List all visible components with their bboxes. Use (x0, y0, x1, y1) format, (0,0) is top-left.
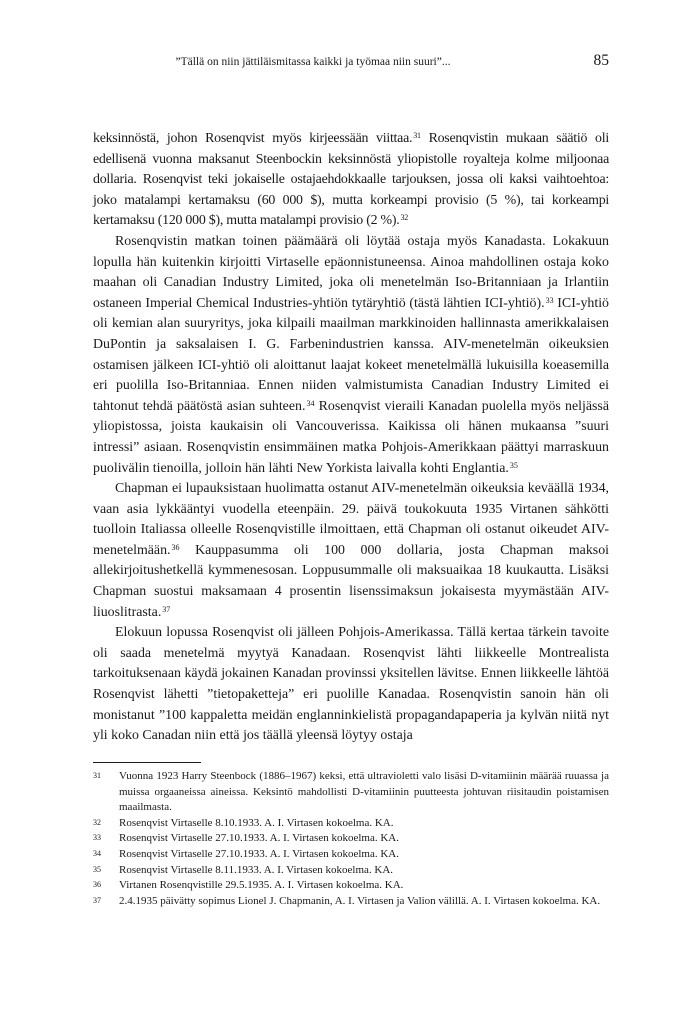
body-text (93, 129, 609, 747)
footnote-number: 31 (93, 771, 101, 780)
page-number: 85 (593, 52, 609, 69)
paragraph-4 (93, 623, 609, 747)
paragraph-1 (93, 129, 609, 232)
footnote-number: 36 (93, 880, 101, 890)
footnote-text: 2.4.1935 päivätty sopimus Lionel J. Chapmanin, A. I. Virtasen ja Valion välillä. A. I. Virtasen kokoelma. KA. (119, 894, 601, 907)
footnote-text: Virtanen Rosenqvistille 29.5.1935. A. I. Virtasen kokoelma. KA. (119, 879, 404, 892)
footnote-number: 34 (93, 848, 101, 858)
paragraph-text: Chapman ei lupauksistaan huolimatta ostanut AIV-menetelmän oikeuksia keväällä 1934, vaan asia lykkääntyi vuodella eteenpäin. 29. päivä toukokuuta 1935 Virtanen sähkötti tuolloin Italiassa olleelle Rosenqvistille ilmoittaen, että Chapman oli ostanut oikeudet AIV-menetelmään. (93, 481, 609, 558)
footnote-ref-32[interactable]: 32 (400, 213, 408, 223)
footnote-text: Rosenqvist Virtaselle 8.10.1933. A. I. Virtasen kokoelma. KA. (119, 816, 394, 829)
footnote-text: Rosenqvist Virtaselle 27.10.1933. A. I. Virtasen kokoelma. KA. (119, 847, 399, 860)
footnote-35 (93, 863, 609, 879)
footnote-32 (93, 816, 609, 832)
paragraph-text: ICI-yhtiö oli kemian alan suuryritys, joka kilpaili maailman markkinoiden hallinnasta amerikkalaisen DuPontin ja saksalaisen I. G. Farbenindustrien kanssa. AIV-menetelmän oikeuksien ostamisen jälkeen ICI-yhtiö oli aloittanut laajat kokeet menetelmällä lukuisilla koeasemilla eri puolilla Iso-Britanniaa. Ennen niiden valmistumista Canadian Industry Limited ei tahtonut tehdä päätöstä asian suhteen. (93, 295, 610, 414)
footnote-34 (93, 847, 609, 863)
paragraph-text: Elokuun lopussa Rosenqvist oli jälleen Pohjois-Amerikassa. Tällä kertaa tärkein tavoite oli saada menetelmä myytyä Kanadaan. Rosenqvist lähti liikkeelle Montrealista tarkoituksenaan käydä jokainen Kanadan provinssi yksitellen lävitse. Ennen liikkeelle lähtöä Rosenqvist lähetti ”tietopaketteja” eri puolille Kanadaa. Rosenqvistin sanoin hän oli monistanut ”100 kappaletta meidän englanninkielistä propagandapaperia ja kylvän niitä nyt yli koko Canadan niin että jos täällä yleensä löytyy ostaja (93, 625, 609, 744)
footnote-separator (93, 762, 201, 763)
footnote-ref-35[interactable]: 35 (509, 460, 518, 470)
paragraph-3 (93, 479, 609, 623)
paragraph-text: keksinnöstä, johon Rosenqvist myös kirjeessään viittaa. (93, 131, 413, 146)
footnote-33 (93, 831, 609, 847)
footnote-ref-37[interactable]: 37 (162, 604, 171, 614)
running-head-title: ”Tällä on niin jättiläismitassa kaikki ja työmaa niin suuri”... (175, 56, 451, 68)
paragraph-text: Rosenqvistin matkan toinen päämäärä oli löytää ostaja myös Kanadasta. Lokakuun lopulla hän kuitenkin kirjoitti Virtaselle epäonnistuneensa. Ainoa mahdollinen ostaja koko maahan oli Canadian Industry Limited, joka oli menetelmän Iso-Britanniaan ja Irlantiin ostaneen Imperial Chemical Industries-yhtiön tytäryhtiö (tästä lähtien ICI-yhtiö). (93, 233, 609, 311)
footnote-ref-33[interactable]: 33 (545, 295, 554, 305)
footnote-number: 33 (93, 833, 101, 843)
footnotes (93, 769, 609, 909)
footnote-31 (93, 769, 609, 816)
footnote-37 (93, 894, 609, 910)
footnote-number: 35 (93, 864, 101, 874)
running-header (93, 54, 609, 72)
footnote-number: 32 (93, 817, 101, 827)
paragraph-text: Rosenqvistin mukaan säätiö oli edellisenä vuonna maksanut Steenbockin keksinnöstä yliopistolle royalteja kolme miljoonaa dollaria. Rosenqvist teki jokaiselle ostajaehdokkaalle tarjouksen, jossa oli kaksi vaihtoehtoa: joko matalampi kertamaksu (60 000 $), mutta korkeampi provisio (5 %), tai korkeampi kertamaksu (120 000 $), mutta matalampi provisio (2 %). (93, 131, 609, 229)
footnote-ref-34[interactable]: 34 (306, 398, 315, 408)
footnote-text: Vuonna 1923 Harry Steenbock (1886–1967) keksi, että ultravioletti valo lisäsi D-vitamiinin määrää ruuassa ja muissa orgaaneissa aineissa. Keksintö mahdollisti D-vitamiinin puutteesta johtuvan riisitaudin poistamisen maailmasta. (119, 770, 609, 814)
footnote-ref-36[interactable]: 36 (171, 542, 180, 552)
paragraph-text: Kauppasumma oli 100 000 dollaria, josta Chapman maksoi allekirjoitushetkellä kymmenesosan. Loppusummalle oli maksuaikaa 18 kuukautta. Lisäksi Chapman suostui maksamaan 4 prosentin lisenssimaksun jokaisesta myymästään AIV-liuoslitrasta. (93, 542, 609, 620)
paragraph-text: Rosenqvist vieraili Kanadan puolella myös neljässä yliopistossa, joista kaukaisin oli Vancouverissa. Kaikissa oli hänen mukaansa ”suuri intressi” asiaan. Rosenqvistin ensimmäinen matka Pohjois-Amerikkaan päättyi marraskuun puolivälin tienoilla, jolloin hän lähti New Yorkista laivalla kohti Englantia. (93, 398, 609, 476)
footnote-ref-31[interactable]: 31 (413, 131, 421, 140)
footnote-text: Rosenqvist Virtaselle 27.10.1933. A. I. Virtasen kokoelma. KA. (119, 832, 399, 845)
footnote-number: 37 (93, 895, 101, 905)
footnote-36 (93, 878, 609, 894)
paragraph-2 (93, 232, 609, 479)
footnote-text: Rosenqvist Virtaselle 8.11.1933. A. I. Virtasen kokoelma. KA. (119, 863, 394, 876)
